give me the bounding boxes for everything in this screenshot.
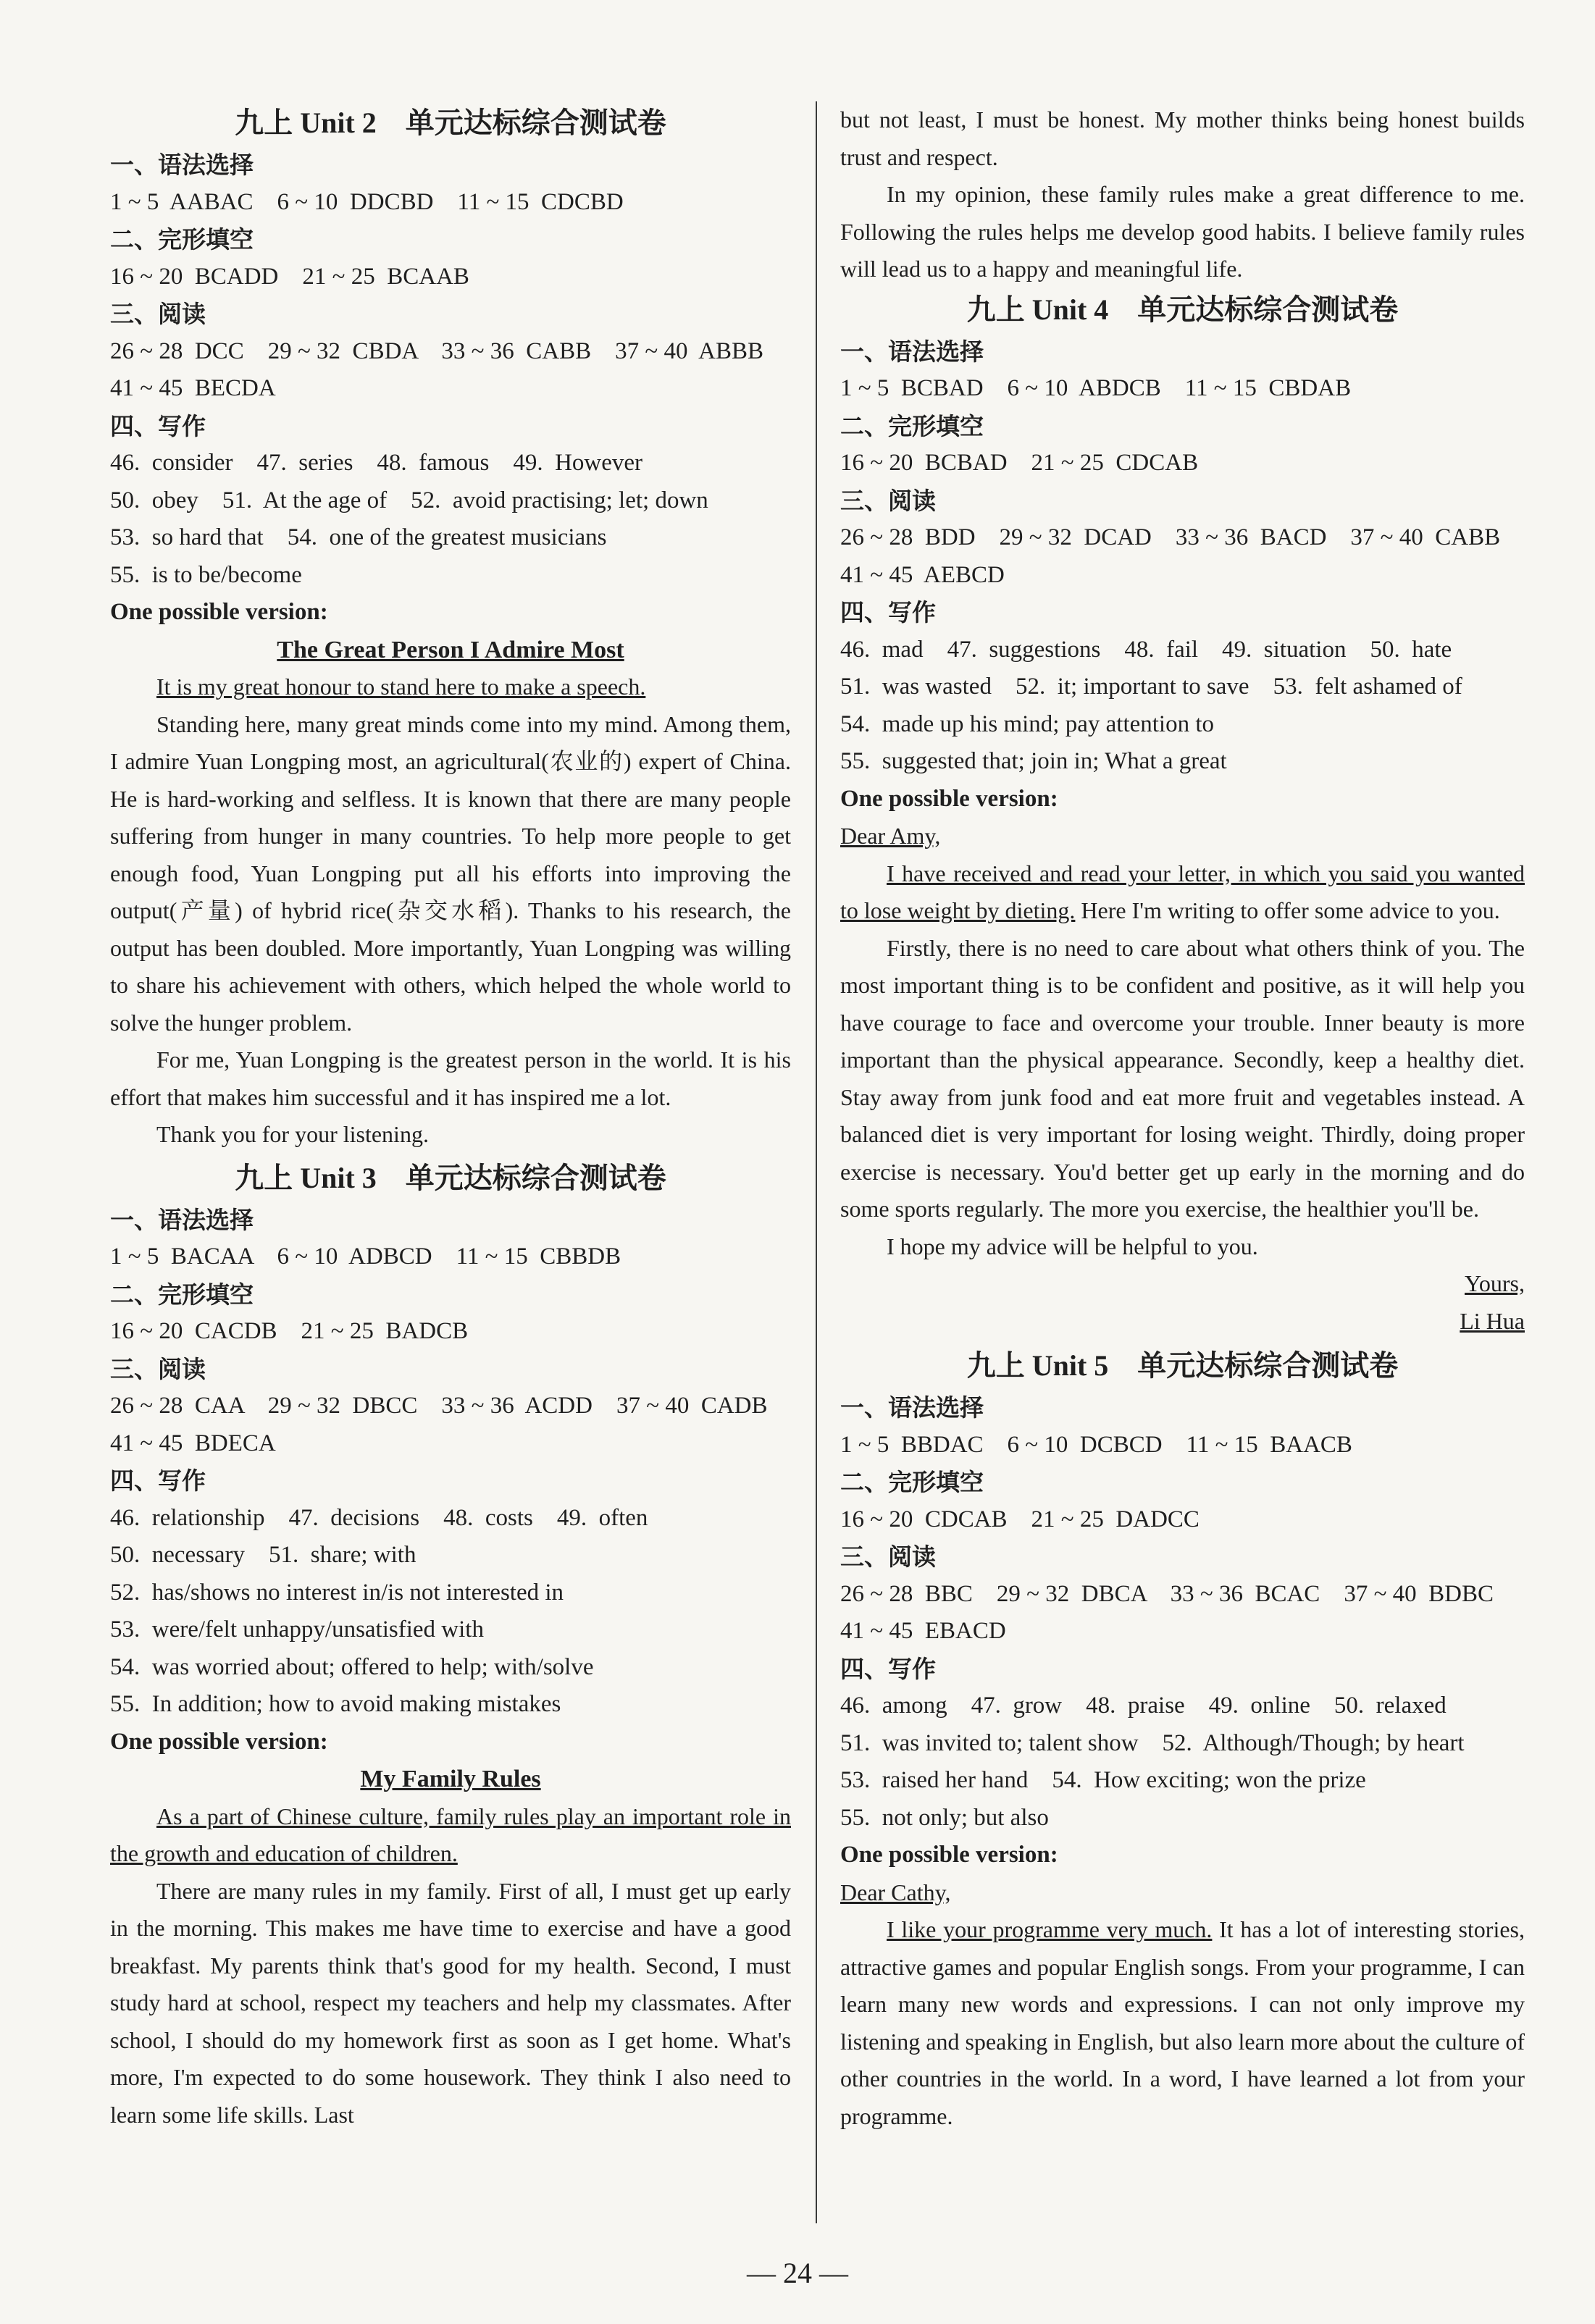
- unit5-writing-line-4: 55. not only; but also: [840, 1804, 1049, 1831]
- unit4-letter-opening: I have received and read your letter, in which you said you wanted to lose weight by dieting.: [840, 860, 1525, 923]
- unit4-writing-heading: 四、写作: [840, 598, 936, 626]
- unit5-reading-answers-2: 41 ~ 45 EBACD: [840, 1618, 1006, 1644]
- unit2-essay-paragraph-1: [110, 668, 791, 706]
- unit4-grammar-heading: 一、语法选择: [840, 337, 984, 366]
- unit5-letter-opening-rest: It has a lot of interesting stories, attractive games and popular English songs. From your programme, I can learn many new words and expressions. I can not only improve my listening and speaking in English, but also learn more about the culture of other countries in the world. In a word, I have learned a lot from your programme.: [840, 1916, 1525, 2129]
- unit2-writing-line-3: 53. so hard that 54. one of the greatest musicians: [110, 524, 607, 550]
- unit3-reading-heading: 三、阅读: [110, 1354, 206, 1383]
- unit4-cloze-heading: 二、完形填空: [840, 411, 984, 440]
- unit4-letter-paragraph-3: I hope my advice will be helpful to you.: [887, 1233, 1258, 1259]
- unit4-signer: [840, 1303, 1525, 1341]
- unit2-essay-paragraph-2: Standing here, many great minds come into my mind. Among them, I admire Yuan Longping most, an agricultural(农业的) expert of China. He is hard-working and selfless. It is known that there are many people suffering from hunger in many countries. To help more people to get enough food, Yuan Longping put all his efforts into improving the output(产量) of hybrid rice(杂交水稻). Thanks to his research, the output has been doubled. More importantly, Yuan Longping was willing to share his achievement with others, which helped the whole world to solve the hunger problem.: [110, 710, 791, 1036]
- unit4-writing-line-3: 54. made up his mind; pay attention to: [840, 710, 1215, 737]
- unit3-grammar-heading: 一、语法选择: [110, 1205, 254, 1234]
- unit5-grammar-answers: 1 ~ 5 BBDAC 6 ~ 10 DCBCD 11 ~ 15 BAACB: [840, 1431, 1352, 1458]
- unit3-writing-line-1: 46. relationship 47. decisions 48. costs 49. often: [110, 1504, 648, 1531]
- unit2-essay-opening: It is my great honour to stand here to make a speech.: [156, 674, 646, 700]
- unit2-version-label: One possible version:: [110, 599, 328, 625]
- unit4-version-label: One possible version:: [840, 785, 1058, 812]
- unit3-grammar-answers: 1 ~ 5 BACAA 6 ~ 10 ADBCD 11 ~ 15 CBBDB: [110, 1243, 621, 1270]
- unit2-cloze-heading: 二、完形填空: [110, 225, 254, 253]
- unit5-reading-heading: 三、阅读: [840, 1543, 936, 1571]
- unit4-salutation: Dear Amy,: [840, 823, 941, 849]
- unit5-version-label: One possible version:: [840, 1842, 1058, 1868]
- unit5-grammar-heading: 一、语法选择: [840, 1393, 984, 1422]
- unit3-reading-answers: 26 ~ 28 CAA 29 ~ 32 DBCC 33 ~ 36 ACDD 37 ~ 40 CADB: [110, 1393, 768, 1419]
- unit3-writing-line-6: 55. In addition; how to avoid making mistakes: [110, 1691, 561, 1717]
- unit3-essay-title: My Family Rules: [360, 1766, 541, 1792]
- unit4-reading-answers-2: 41 ~ 45 AEBCD: [840, 561, 1005, 588]
- unit2-title: 九上 Unit 2 单元达标综合测试卷: [235, 106, 666, 139]
- unit3-essay-paragraph-2-part-1: There are many rules in my family. First of all, I must get up early in the morning. This makes me have time to exercise and have a good breakfast. My parents think that's good for my health. Second, I must study hard at school, respect my teachers and help my classmates. After school, I should do my homework first as soon as I get home. What's more, I'm expected to do some housework. They think I also need to learn some life skills. Last: [110, 1877, 791, 2128]
- unit5-title: 九上 Unit 5 单元达标综合测试卷: [966, 1349, 1399, 1382]
- unit4-writing-line-2: 51. was wasted 52. it; important to save 53. felt ashamed of: [840, 674, 1462, 700]
- unit3-title: 九上 Unit 3 单元达标综合测试卷: [235, 1161, 666, 1194]
- unit4-signer-text: Li Hua: [1460, 1307, 1525, 1334]
- unit5-writing-heading: 四、写作: [840, 1654, 936, 1683]
- unit2-writing-heading: 四、写作: [110, 411, 206, 440]
- unit4-grammar-answers: 1 ~ 5 BCBAD 6 ~ 10 ABDCB 11 ~ 15 CBDAB: [840, 375, 1352, 401]
- column-divider: [816, 101, 817, 2223]
- unit4-letter-opening-rest: Here I'm writing to offer some advice to you.: [1075, 897, 1500, 923]
- unit5-letter-opening: I like your programme very much.: [887, 1916, 1213, 1942]
- unit4-writing-line-4: 55. suggested that; join in; What a great: [840, 748, 1227, 774]
- unit4-reading-answers: 26 ~ 28 BDD 29 ~ 32 DCAD 33 ~ 36 BACD 37 ~ 40 CABB: [840, 524, 1501, 550]
- unit5-letter-paragraph-1: [840, 1911, 1525, 2135]
- unit3-writing-line-4: 53. were/felt unhappy/unsatisfied with: [110, 1616, 484, 1643]
- unit3-essay-paragraph-1: [110, 1798, 791, 1873]
- unit2-reading-heading: 三、阅读: [110, 300, 206, 328]
- unit4-writing-line-1: 46. mad 47. suggestions 48. fail 49. situation 50. hate: [840, 636, 1452, 663]
- unit5-cloze-answers: 16 ~ 20 CDCAB 21 ~ 25 DADCC: [840, 1506, 1200, 1532]
- unit2-reading-answers-2: 41 ~ 45 BECDA: [110, 375, 276, 401]
- right-column: [840, 101, 1525, 2135]
- unit2-essay-paragraph-3: For me, Yuan Longping is the greatest person in the world. It is his effort that makes him successful and it has inspired me a lot.: [110, 1046, 791, 1110]
- unit2-essay-paragraph-4: Thank you for your listening.: [156, 1121, 429, 1147]
- unit5-writing-line-3: 53. raised her hand 54. How exciting; won the prize: [840, 1767, 1366, 1793]
- unit2-writing-line-1: 46. consider 47. series 48. famous 49. However: [110, 450, 643, 476]
- unit3-writing-line-2: 50. necessary 51. share; with: [110, 1542, 416, 1568]
- unit3-writing-line-3: 52. has/shows no interest in/is not interested in: [110, 1579, 564, 1606]
- unit4-cloze-answers: 16 ~ 20 BCBAD 21 ~ 25 CDCAB: [840, 450, 1199, 476]
- unit3-writing-heading: 四、写作: [110, 1467, 206, 1495]
- unit4-letter-paragraph-2: Firstly, there is no need to care about what others think of you. The most important thing is to be confident and positive, as it will help you have courage to face and overcome your trouble. Inner beauty is more important than the physical appearance. Secondly, keep a healthy diet. Stay away from junk food and eat more fruit and vegetables instead. A balanced diet is very important for losing weight. Thirdly, doing proper exercise is necessary. You'd better get up early in the morning and do some sports regularly. The more you exercise, the healthier you'll be.: [840, 934, 1525, 1222]
- left-column: [110, 101, 791, 2134]
- unit3-cloze-heading: 二、完形填空: [110, 1280, 254, 1309]
- unit4-closing-text: Yours,: [1464, 1270, 1525, 1296]
- unit3-version-label: One possible version:: [110, 1728, 328, 1755]
- unit3-writing-line-5: 54. was worried about; offered to help; with/solve: [110, 1653, 594, 1680]
- unit2-writing-line-2: 50. obey 51. At the age of 52. avoid practising; let; down: [110, 487, 708, 513]
- unit3-essay-opening: As a part of Chinese culture, family rules play an important role in the growth and education of children.: [110, 1803, 791, 1866]
- unit2-reading-answers: 26 ~ 28 DCC 29 ~ 32 CBDA 33 ~ 36 CABB 37 ~ 40 ABBB: [110, 337, 764, 364]
- unit3-essay-paragraph-3: In my opinion, these family rules make a great difference to me. Following the rules helps me develop good habits. I believe family rules will lead us to a happy and meaningful life.: [840, 181, 1525, 282]
- unit2-writing-line-4: 55. is to be/become: [110, 561, 302, 588]
- unit5-writing-line-1: 46. among 47. grow 48. praise 49. online 50. relaxed: [840, 1692, 1447, 1719]
- unit3-essay-paragraph-2-part-2: but not least, I must be honest. My mother thinks being honest builds trust and respect.: [840, 106, 1525, 170]
- unit2-grammar-answers: 1 ~ 5 AABAC 6 ~ 10 DDCBD 11 ~ 15 CDCBD: [110, 188, 624, 215]
- page-number: — 24 —: [747, 2257, 848, 2289]
- unit2-essay-title: The Great Person I Admire Most: [277, 636, 624, 663]
- unit3-cloze-answers: 16 ~ 20 CACDB 21 ~ 25 BADCB: [110, 1318, 469, 1344]
- unit3-reading-answers-2: 41 ~ 45 BDECA: [110, 1430, 276, 1456]
- unit4-reading-heading: 三、阅读: [840, 486, 936, 515]
- unit5-writing-line-2: 51. was invited to; talent show 52. Although/Though; by heart: [840, 1729, 1465, 1756]
- unit4-closing: [840, 1265, 1525, 1303]
- unit5-salutation: Dear Cathy,: [840, 1879, 951, 1905]
- unit2-grammar-heading: 一、语法选择: [110, 151, 254, 179]
- unit4-title: 九上 Unit 4 单元达标综合测试卷: [966, 293, 1399, 326]
- unit5-cloze-heading: 二、完形填空: [840, 1468, 984, 1496]
- unit2-cloze-answers: 16 ~ 20 BCADD 21 ~ 25 BCAAB: [110, 263, 469, 290]
- unit5-reading-answers: 26 ~ 28 BBC 29 ~ 32 DBCA 33 ~ 36 BCAC 37 ~ 40 BDBC: [840, 1580, 1494, 1607]
- unit4-letter-paragraph-1: [840, 855, 1525, 930]
